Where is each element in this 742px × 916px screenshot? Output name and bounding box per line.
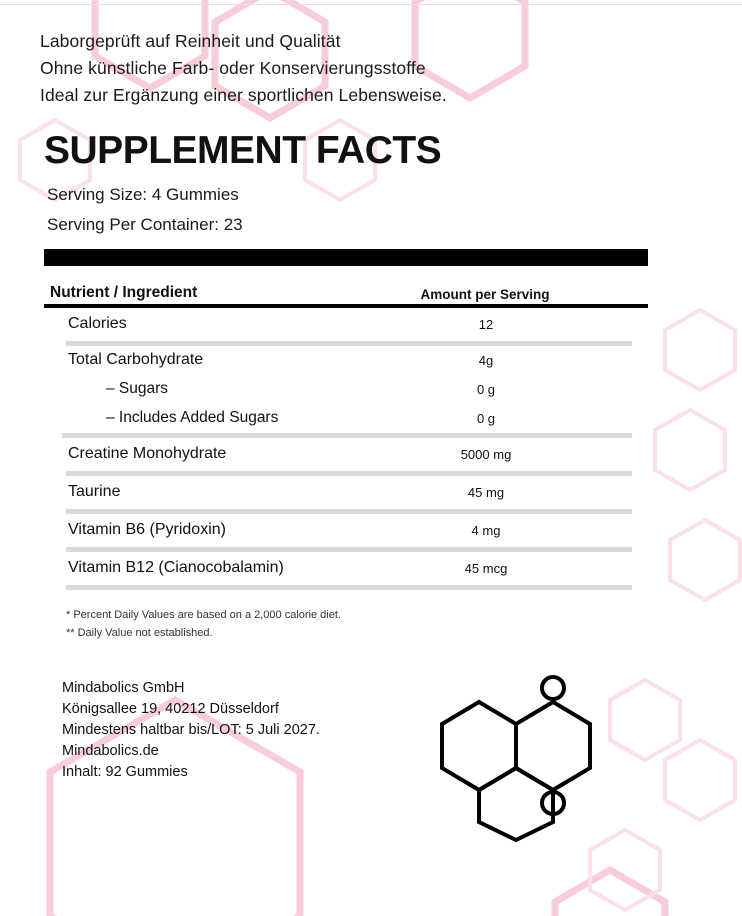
nutrient-amount: 0 g [476, 381, 496, 397]
page-title: SUPPLEMENT FACTS [44, 129, 442, 172]
molecule-icon [432, 672, 612, 842]
table-row [44, 308, 648, 341]
table-row [44, 404, 648, 433]
nutrient-name: Taurine [68, 483, 121, 501]
row-separator [66, 585, 632, 590]
footnotes [66, 606, 704, 642]
nutrient-name: – Includes Added Sugars [106, 409, 279, 427]
table-row [44, 552, 648, 585]
nutrient-name: Calories [68, 315, 127, 333]
table-row [44, 346, 648, 375]
table-row [44, 375, 648, 404]
column-header-amount: Amount per Serving [420, 286, 550, 302]
table-header-row [44, 266, 648, 302]
column-header-nutrient: Nutrient / Ingredient [50, 283, 198, 301]
nutrient-amount: 45 mcg [464, 560, 508, 576]
nutrient-amount: 45 mg [467, 484, 505, 500]
nutrient-name: Vitamin B6 (Pyridoxin) [68, 521, 226, 539]
nutrient-amount: 0 g [476, 410, 496, 426]
supplement-facts-table [44, 249, 648, 590]
nutrient-amount: 5000 mg [460, 446, 512, 462]
company-website: Mindabolics.de [62, 742, 159, 759]
claim-line-1: Laborgeprüft auf Reinheit und Qualität [40, 31, 341, 51]
footnote-daily-values: * Percent Daily Values are based on a 2,000 calorie diet. [66, 608, 341, 621]
nutrient-name: Total Carbohydrate [68, 351, 204, 369]
serving-size-text: Serving Size: 4 Gummies [47, 184, 239, 204]
table-row [44, 438, 648, 471]
best-before-lot: Mindestens haltbar bis/LOT: 5 Juli 2027. [62, 721, 320, 738]
product-claims [40, 28, 704, 109]
serving-per-container-text: Serving Per Container: 23 [47, 214, 243, 234]
nutrient-name: Vitamin B12 (Cianocobalamin) [68, 559, 284, 577]
package-content: Inhalt: 92 Gummies [62, 763, 188, 780]
company-address: Königsallee 19, 40212 Düsseldorf [62, 700, 279, 717]
nutrient-name: – Sugars [106, 380, 169, 398]
company-name: Mindabolics GmbH [62, 679, 185, 696]
nutrient-amount: 12 [478, 316, 494, 332]
table-row [44, 514, 648, 547]
nutrient-name: Creatine Monohydrate [68, 445, 227, 463]
table-top-bar [44, 249, 648, 266]
nutrient-amount: 4g [478, 352, 494, 368]
footnote-not-established: ** Daily Value not established. [66, 626, 213, 639]
table-row [44, 476, 648, 509]
nutrient-amount: 4 mg [471, 522, 501, 538]
claim-line-2: Ohne künstliche Farb- oder Konservierungsstoffe [40, 58, 426, 78]
claim-line-3: Ideal zur Ergänzung einer sportlichen Lebensweise. [40, 85, 447, 105]
